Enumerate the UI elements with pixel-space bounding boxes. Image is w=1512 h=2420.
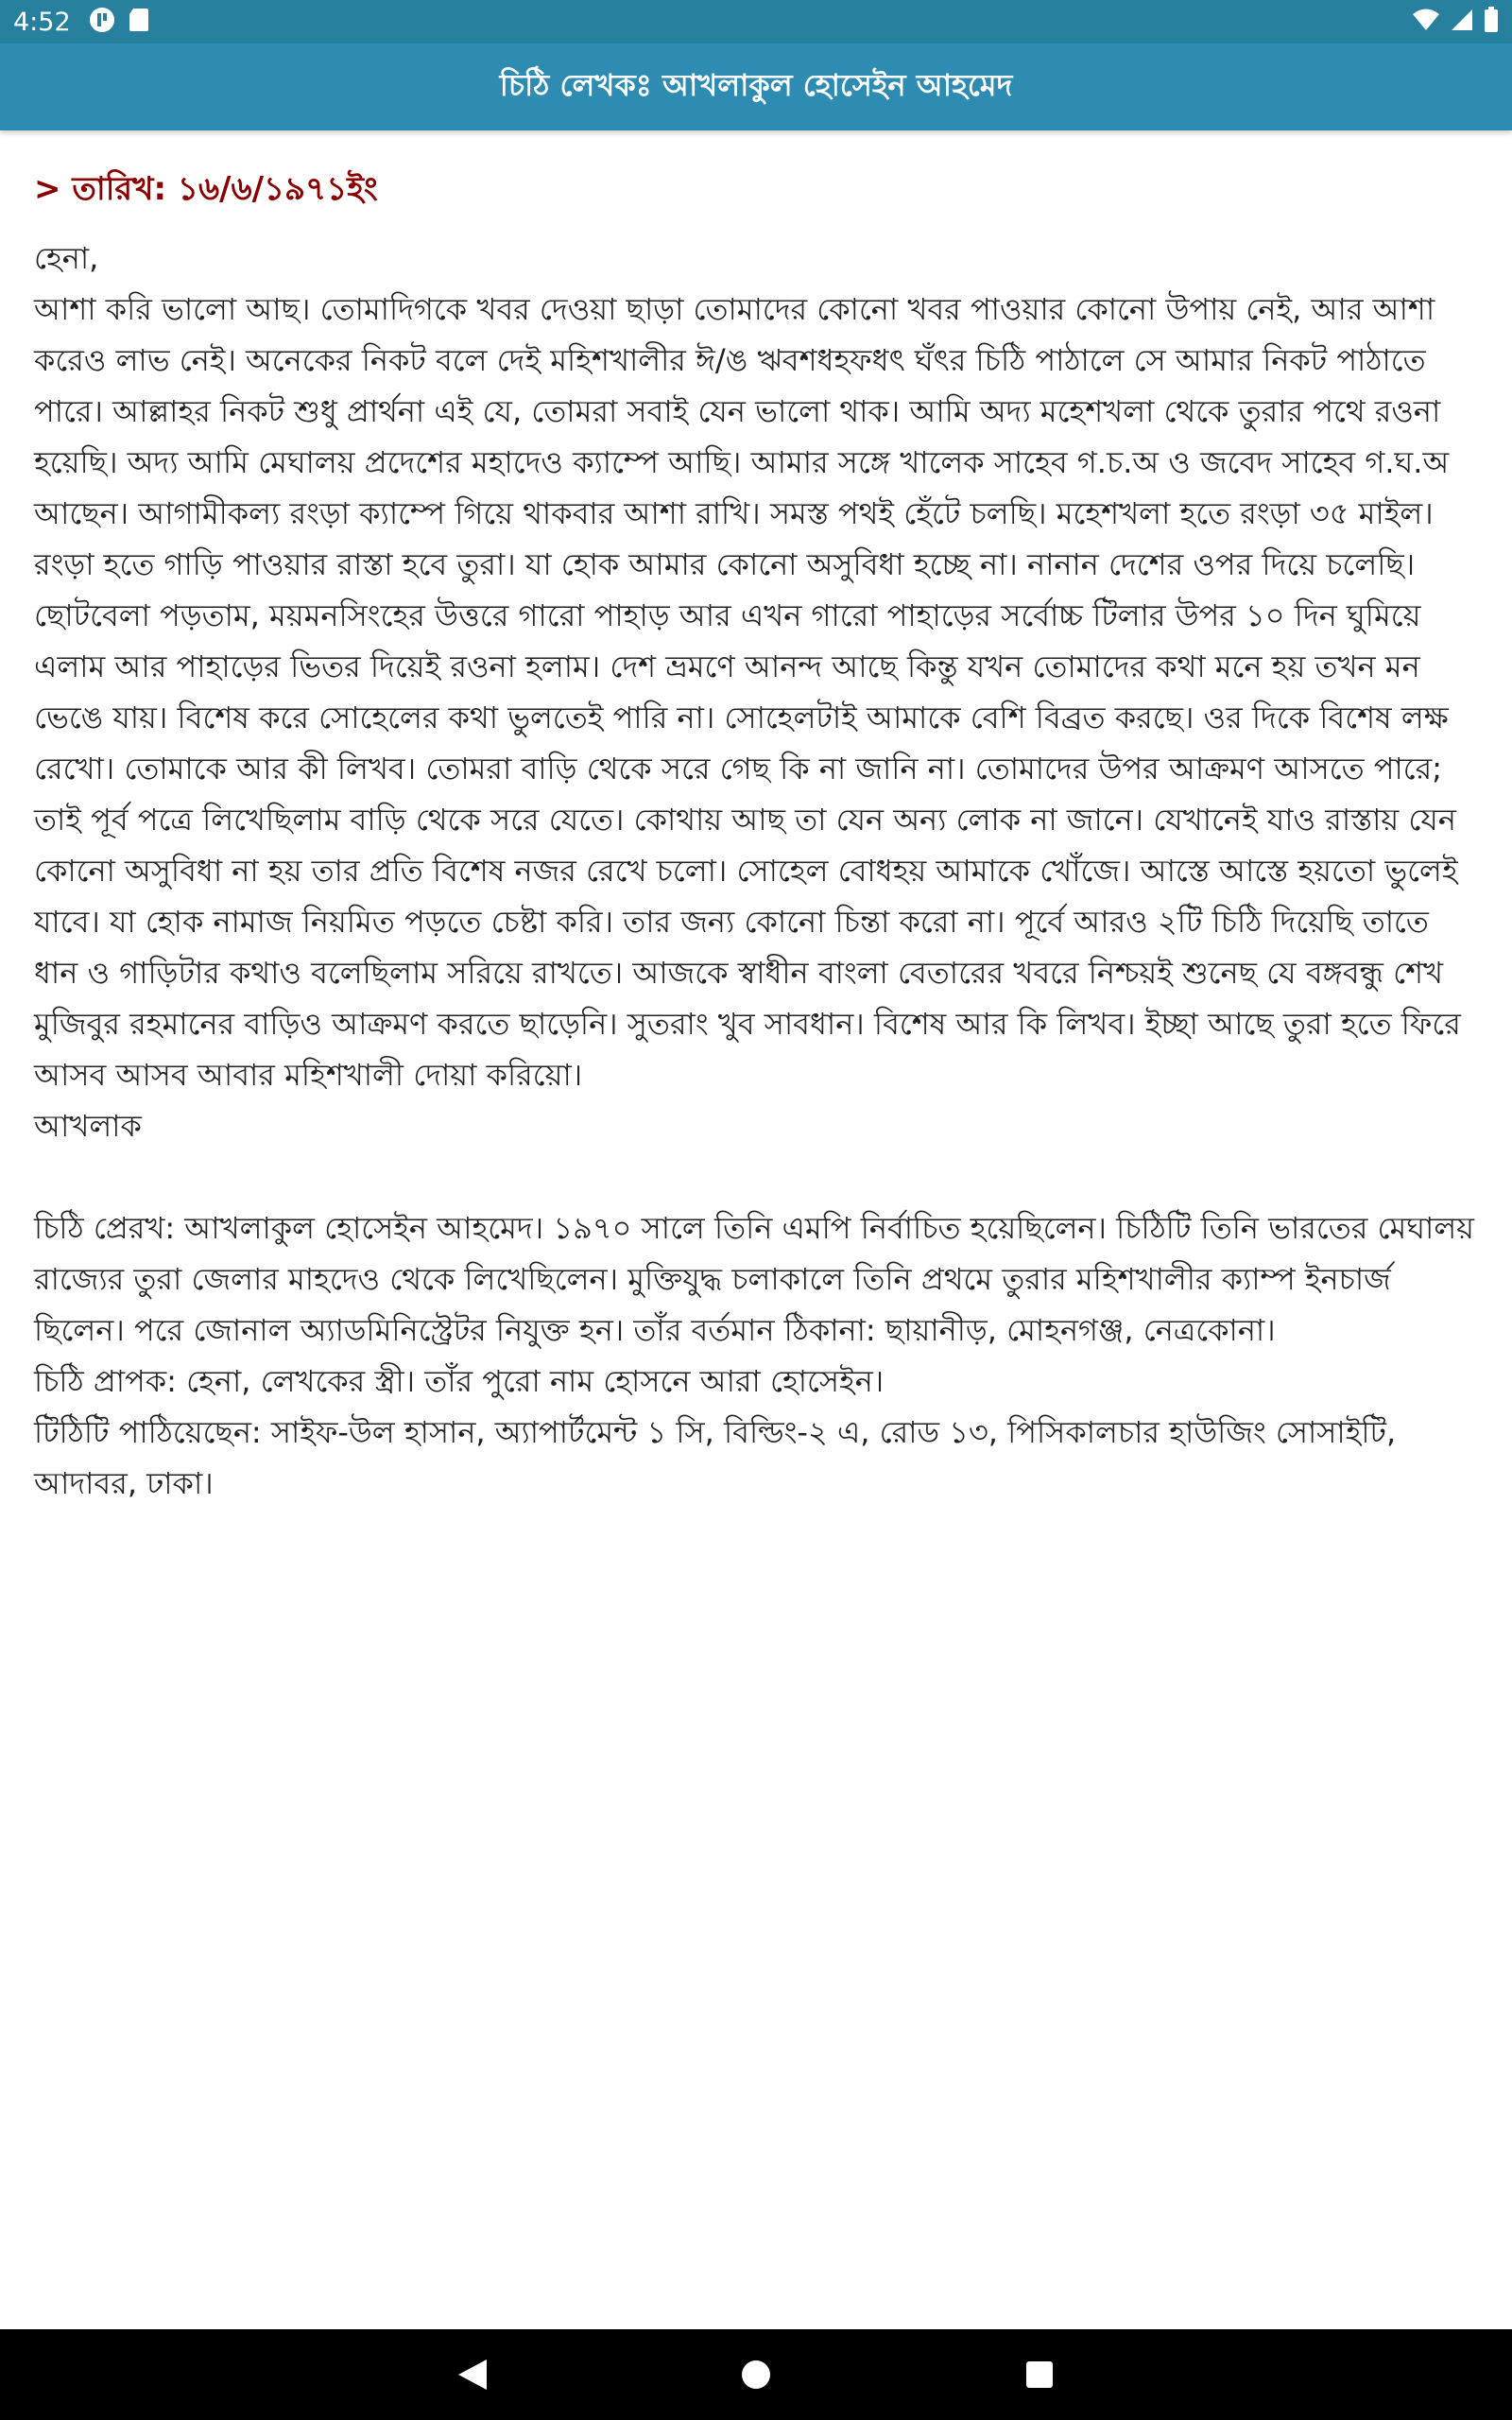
sent-by-info: টিঠিটি পাঠিয়েছেন: সাইফ-উল হাসান, অ্যাপার্টমেন্ট ১ সি, বিল্ডিং-২ এ, রোড ১৩, পিসিকালচার হাউজিং সোসাইটি, আদাবর, ঢাকা। <box>34 1414 1397 1501</box>
navigation-bar <box>0 2329 1512 2420</box>
app-notification-icon <box>88 6 116 38</box>
letter-date: > তারিখ: ১৬/৬/১৯৭১ইং <box>34 170 378 208</box>
app-bar <box>0 43 1512 130</box>
home-button[interactable] <box>728 2346 784 2403</box>
recipient-info: চিঠি প্রাপক: হেনা, লেখকের স্ত্রী। তাঁর পুরো নাম হোসনে আরা হোসেইন। <box>34 1363 885 1399</box>
letter-content <box>34 161 1480 1509</box>
sd-card-icon <box>128 7 150 37</box>
recents-icon <box>1025 2360 1054 2389</box>
recents-button[interactable] <box>1011 2346 1068 2403</box>
app-title: চিঠি লেখকঃ আখলাকুল হোসেইন আহমেদ <box>499 67 1013 103</box>
letter-body: হেনা, আশা করি ভালো আছ। তোমাদিগকে খবর দেওয়া ছাড়া তোমাদের কোনো খবর পাওয়ার কোনো উপায় নেই, আর আশা করেও লাভ নেই। অনেকের নিকট বলে দেই মহিশখালীর ঈ/ঙ ঋবশধহফধৎ ঘঁৎর চিঠি পাঠালে সে আমার নিকট পাঠাতে পারে। আল্লাহর নিকট শুধু প্রার্থনা এই যে, তোমরা সবাই যেন ভালো থাক। আমি অদ্য মহেশখলা থেকে তুরার পথে রওনা হয়েছি। অদ্য আমি মেঘালয় প্রদেশের মহাদেও ক্যাম্পে আছি। আমার সঙ্গে খালেক সাহেব গ.চ.অ ও জবেদ সাহেব গ.ঘ.অ আছেন। আগামীকল্য রংড়া ক্যাম্পে গিয়ে থাকবার আশা রাখি। সমস্ত পথই হেঁটে চলছি। মহেশখলা হতে রংড়া ৩৫ মাইল। রংড়া হতে গাড়ি পাওয়ার রাস্তা হবে তুরা। যা হোক আমার কোনো অসুবিধা হচ্ছে না। নানান দেশের ওপর দিয়ে চলেছি। ছোটবেলা পড়তাম, ময়মনসিংহের উত্তরে গারো পাহাড় আর এখন গারো পাহাড়ের সর্বোচ্চ টিলার উপর ১০ দিন ঘুমিয়ে এলাম আর পাহাড়ের ভিতর দিয়েই রওনা হলাম। দেশ ভ্রমণে আনন্দ আছে কিন্তু যখন তোমাদের কথা মনে হয় তখন মন ভেঙে যায়। বিশেষ করে সোহেলের কথা ভুলতেই পারি না। সোহেলটাই আমাকে বেশি বিব্রত করছে। ওর দিকে বিশেষ লক্ষ রেখো। তোমাকে আর কী লিখব। তোমরা বাড়ি থেকে সরে গেছ কি না জানি না। তোমাদের উপর আক্রমণ আসতে পারে; তাই পূর্ব পত্রে লিখেছিলাম বাড়ি থেকে সরে যেতে। কোথায় আছ তা যেন অন্য লোক না জানে। যেখানেই যাও রাস্তায় যেন কোনো অসুবিধা না হয় তার প্রতি বিশেষ নজর রেখে চলো। সোহেল বোধহয় আমাকে খোঁজে। আস্তে আস্তে হয়তো ভুলেই যাবে। যা হোক নামাজ নিয়মিত পড়তে চেষ্টা করি। তার জন্য কোনো চিন্তা করো না। পূর্বে আরও ২টি চিঠি দিয়েছি তাতে ধান ও গাড়িটার কথাও বলেছিলাম সরিয়ে রাখতে। আজকে স্বাধীন বাংলা বেতারের খবরে নিশ্চয়ই শুনেছ যে বঙ্গবন্ধু শেখ মুজিবুর রহমানের বাড়িও আক্রমণ করতে ছাড়েনি। সুতরাং খুব সাবধান। বিশেষ আর কি লিখব। ইচ্ছা আছে তুরা হতে ফিরে আসব আসব আবার মহিশখালী দোয়া করিয়ো। আখলাক <box>34 240 1461 1144</box>
status-bar <box>0 0 1512 43</box>
paragraph-spacer <box>34 1151 1480 1202</box>
status-right-icons <box>1412 0 1499 43</box>
home-icon <box>740 2359 772 2391</box>
status-time: 4:52 <box>13 7 71 37</box>
wifi-icon <box>1412 8 1440 36</box>
battery-icon <box>1484 7 1499 37</box>
sender-info: চিঠি প্রেরখ: আখলাকুল হোসেইন আহমেদ। ১৯৭০ সালে তিনি এমপি নির্বাচিত হয়েছিলেন। চিঠিটি তিনি ভারতের মেঘালয় রাজ্যের তুরা জেলার মাহদেও থেকে লিখেছিলেন। মুক্তিযুদ্ধ চলাকালে তিনি প্রথমে তুরার মহিশখালীর ক্যাম্প ইনচার্জ ছিলেন। পরে জোনাল অ্যাডমিনিস্ট্রেটর নিযুক্ত হন। তাঁর বর্তমান ঠিকানা: ছায়ানীড়, মোহনগঞ্জ, নেত্রকোনা। <box>34 1210 1475 1348</box>
back-icon <box>456 2358 489 2392</box>
back-button[interactable] <box>444 2346 501 2403</box>
signal-icon <box>1450 8 1474 36</box>
